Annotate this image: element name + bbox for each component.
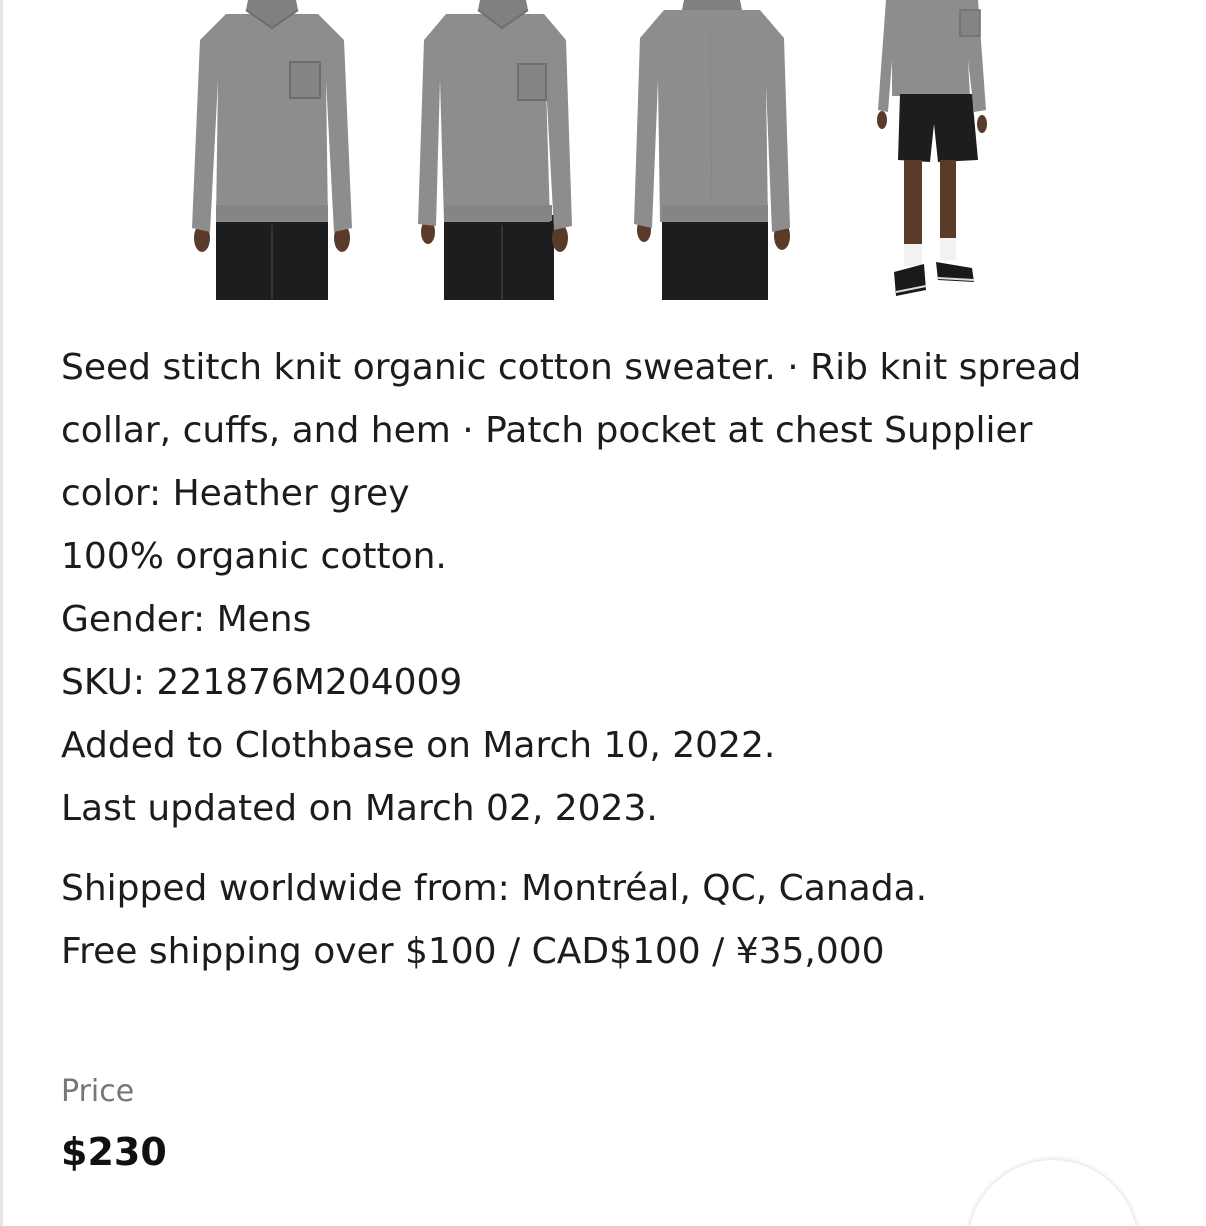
product-front-view-icon	[186, 0, 358, 300]
shipping-info	[61, 857, 1161, 983]
product-image-gallery	[0, 0, 1206, 300]
product-image-full-body[interactable]	[876, 0, 988, 300]
shipping-origin-text: Shipped worldwide from: Montréal, QC, Canada.	[61, 868, 928, 909]
sku-text: SKU: 221876M204009	[61, 662, 463, 703]
product-image-side[interactable]	[410, 0, 578, 300]
description-text: Seed stitch knit organic cotton sweater. · Rib knit spread collar, cuffs, and hem · Patch pocket at chest Supplier color: Heather grey	[61, 347, 1082, 514]
product-three-quarter-view-icon	[410, 0, 578, 300]
product-image-back[interactable]	[630, 0, 796, 300]
product-full-body-view-icon	[876, 0, 988, 300]
product-description	[61, 336, 1141, 840]
price-label: Price	[61, 1074, 135, 1109]
free-shipping-text: Free shipping over $100 / CAD$100 / ¥35,000	[61, 931, 885, 972]
product-back-view-icon	[630, 0, 796, 300]
floating-action-button[interactable]	[968, 1160, 1138, 1226]
gender-text: Gender: Mens	[61, 599, 312, 640]
product-image-front[interactable]	[186, 0, 358, 300]
composition-text: 100% organic cotton.	[61, 536, 447, 577]
price-value: $230	[61, 1130, 167, 1174]
updated-date-text: Last updated on March 02, 2023.	[61, 788, 658, 829]
added-date-text: Added to Clothbase on March 10, 2022.	[61, 725, 776, 766]
